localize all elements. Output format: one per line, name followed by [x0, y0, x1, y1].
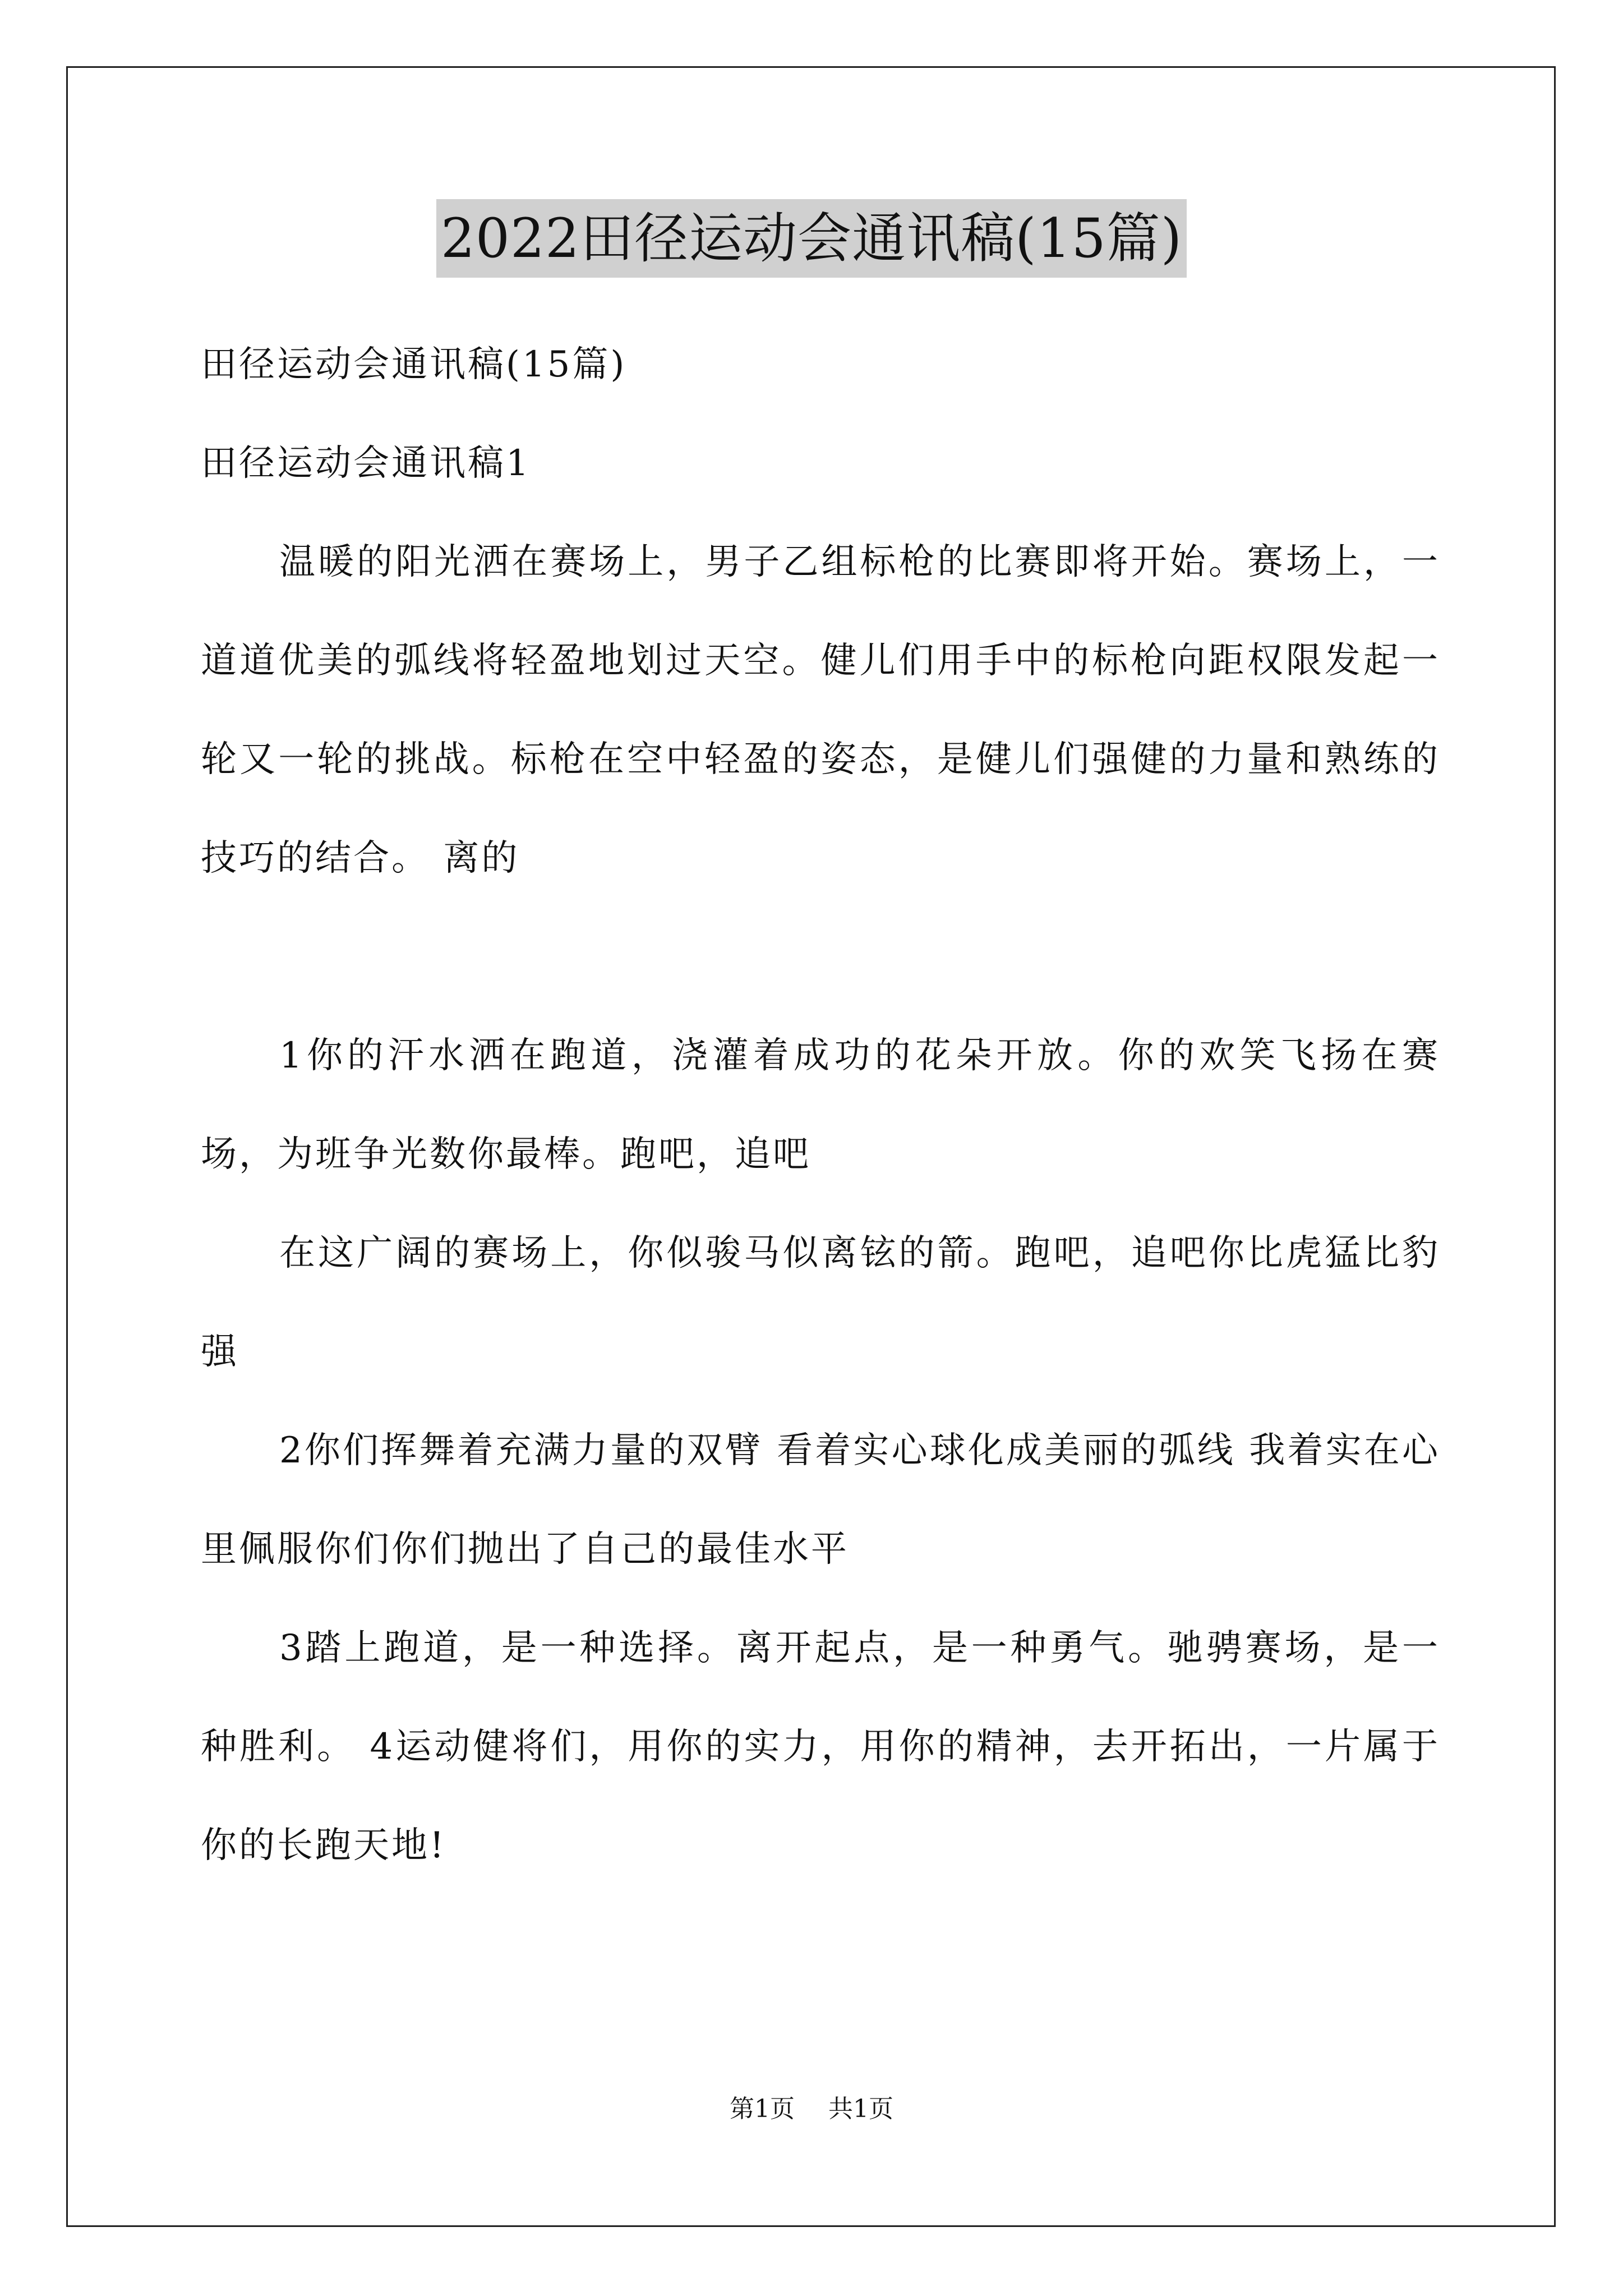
paragraph: 2你们挥舞着充满力量的双臂 看着实心球化成美丽的弧线 我着实在心里佩服你们你们抛出了自己的最佳水平 [201, 1430, 1440, 1570]
paragraph: 田径运动会通讯稿1 [201, 443, 531, 484]
page-footer [0, 2092, 1623, 2126]
paragraph: 3踏上跑道，是一种选择。离开起点，是一种勇气。驰骋赛场，是一种胜利。 4运动健将们，用你的实力，用你的精神，去开拓出，一片属于你的长跑天地! [201, 1627, 1440, 1866]
paragraph: 田径运动会通讯稿(15篇) [201, 344, 627, 385]
page-total: 共1页 [828, 2095, 893, 2123]
paragraph: 1你的汗水洒在跑道，浇灌着成功的花朵开放。你的欢笑飞扬在赛场，为班争光数你最棒。跑吧，追吧 [201, 1035, 1440, 1175]
paragraph: 温暖的阳光洒在赛场上，男子乙组标枪的比赛即将开始。赛场上，一道道优美的弧线将轻盈地划过天空。健儿们用手中的标枪向距权限发起一轮又一轮的挑战。标枪在空中轻盈的姿态，是健儿们强健的力量和熟练的技巧的结合。 离的 [201, 541, 1440, 879]
document-title: 2022田径运动会通讯稿(15篇) [436, 199, 1187, 278]
page-number: 第1页 [730, 2095, 795, 2123]
document-body [201, 315, 1440, 1895]
paragraph: 在这广阔的赛场上，你似骏马似离铉的箭。跑吧，追吧你比虎猛比豹强 [201, 1232, 1440, 1373]
title-container [0, 199, 1623, 278]
paragraph-gap [201, 908, 1440, 1006]
